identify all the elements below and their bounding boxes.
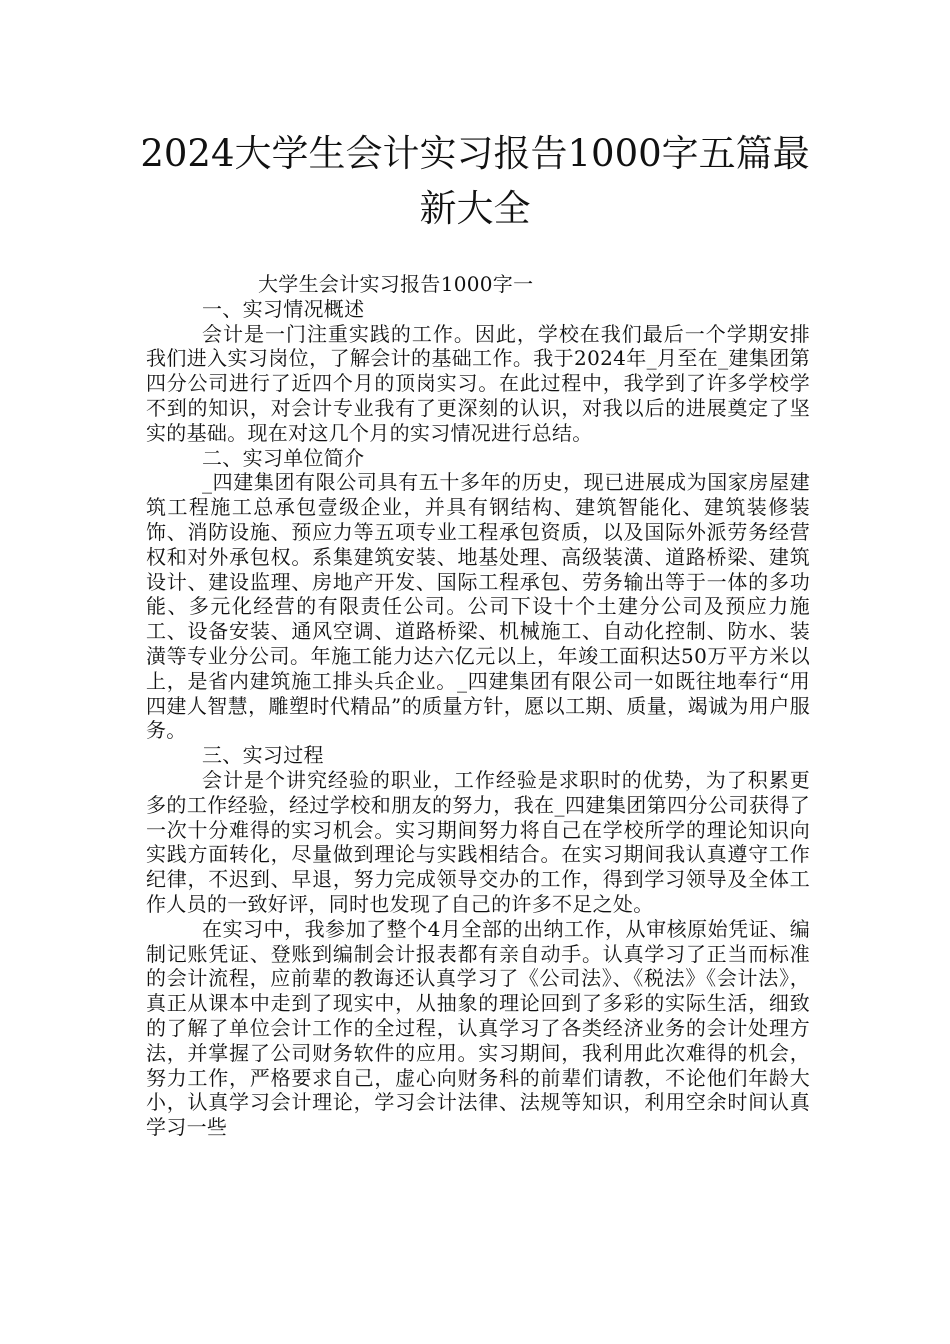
document-title: 2024大学生会计实习报告1000字五篇最新大全 [140,132,810,230]
body-paragraph: 会计是个讲究经验的职业，工作经验是求职时的优势，为了积累更多的工作经验，经过学校和朋友的努力，我在_四建集团第四分公司获得了一次十分难得的实习机会。实习期间努力将自己在学校所学的理论知识向实践方面转化，尽量做到理论与实践相结合。在实习期间我认真遵守工作纪律，不迟到、早退，努力完成领导交办的工作，得到学习领导及全体工作人员的一致好评，同时也发现了自己的许多不足之处。 [146,767,810,916]
section-heading: 二、实习单位简介 [202,445,365,470]
body-paragraph: 会计是一门注重实践的工作。因此，学校在我们最后一个学期安排我们进入实习岗位，了解会计的基础工作。我于2024年_月至在_建集团第四分公司进行了近四个月的顶岗实习。在此过程中，我学到了许多学校学不到的知识，对会计专业我有了更深刻的认识，对我以后的进展奠定了坚实的基础。现在对这几个月的实习情况进行总结。 [146,321,810,445]
report-subtitle: 大学生会计实习报告1000字一 [258,272,534,296]
section-heading: 三、实习过程 [202,743,324,768]
body-paragraph: 在实习中，我参加了整个4月全部的出纳工作，从审核原始凭证、编制记账凭证、登账到编制会计报表都有亲自动手。认真学习了正当而标准的会计流程，应前辈的教诲还认真学习了《公司法》、《税法》《会计法》，真正从课本中走到了现实中，从抽象的理论回到了多彩的实际生活，细致的了解了单位会计工作的全过程，认真学习了各类经济业务的会计处理方法，并掌握了公司财务软件的应用。实习期间，我利用此次难得的机会，努力工作，严格要求自己，虚心向财务科的前辈们请教，不论他们年龄大小，认真学习会计理论，学习会计法律、法规等知识，利用空余时间认真学习一些 [146,916,810,1140]
section-heading: 一、实习情况概述 [202,296,365,321]
body-paragraph: _四建集团有限公司具有五十多年的历史，现已进展成为国家房屋建筑工程施工总承包壹级企业，并具有钢结构、建筑智能化、建筑装修装饰、消防设施、预应力等五项专业工程承包资质，以及国际外派劳务经营权和对外承包权。系集建筑安装、地基处理、高级装潢、道路桥梁、建筑设计、建设监理、房地产开发、国际工程承包、劳务输出等于一体的多功能、多元化经营的有限责任公司。公司下设十个土建分公司及预应力施工、设备安装、通风空调、道路桥梁、机械施工、自动化控制、防水、装潢等专业分公司。年施工能力达六亿元以上，年竣工面积达50万平方米以上，是省内建筑施工排头兵企业。_四建集团有限公司一如既往地奉行“用四建人智慧，雕塑时代精品”的质量方针，愿以工期、质量，竭诚为用户服务。 [146,470,810,743]
document-body [146,272,810,1140]
